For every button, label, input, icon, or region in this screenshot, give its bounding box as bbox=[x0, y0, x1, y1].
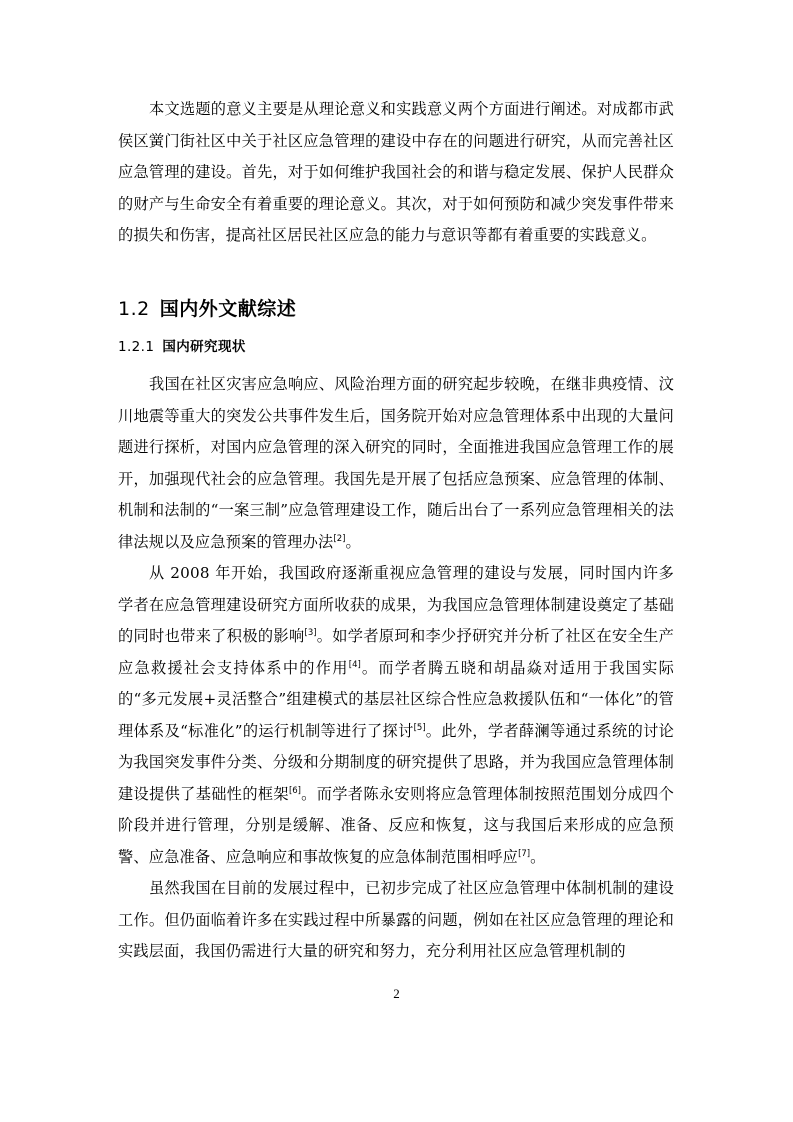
paragraph-text: 从 2008 年开始，我国政府逐渐重视应急管理的建设与发展，同时国内许多学者在应急管理建设研究方面所收获的成果，为我国应急管理体制建设奠定了基础的同时也带来了积极的影响 bbox=[118, 564, 674, 645]
paragraph-text: 。而学者陈永安则将应急管理体制按照范围划分成四个阶段并进行管理，分别是缓解、准备、反应和恢复，这与我国后来形成的应急预警、应急准备、应急响应和事故恢复的应急体制范围相呼应 bbox=[118, 784, 674, 866]
paragraph-text: 。此外，学者薛澜等通过系统的讨论为我国突发事件分类、分级和分期制度的研究提供了思路，并为我国应急管理体制建设提供了基础性的框架 bbox=[118, 721, 675, 803]
body-paragraph bbox=[118, 369, 674, 558]
citation-ref: [5] bbox=[413, 722, 426, 733]
intro-paragraph: 本文选题的意义主要是从理论意义和实践意义两个方面进行阐述。对成都市武侯区黉门街社区中关于社区应急管理的建设中存在的问题进行研究，从而完善社区应急管理的建设。首先，对于如何维护我国社会的和谐与稳定发展、保护人民群众的财产与生命安全有着重要的理论意义。其次，对于如何预防和减少突发事件带来的损失和伤害，提高社区居民社区应急的能力与意识等都有着重要的实践意义。 bbox=[118, 100, 674, 244]
paragraph-text: 。 bbox=[530, 847, 546, 866]
intro-block bbox=[118, 94, 674, 252]
section-title: 国内外文献综述 bbox=[159, 298, 297, 320]
paragraph-text: 我国在社区灾害应急响应、风险治理方面的研究起步较晚，在继非典疫情、汶川地震等重大的突发公共事件发生后，国务院开始对应急管理体系中出现的大量问题进行探析，对国内应急管理的深入研究的同时，全面推进我国应急管理工作的展开，加强现代社会的应急管理。我国先是开展了包括应急预案、应急管理的体制、机制和法制的“一案三制”应急管理建设工作，随后出台了一系列应急管理相关的法律法规以及应急预案的管理办法 bbox=[118, 375, 674, 551]
citation-ref: [2] bbox=[333, 533, 346, 544]
subsection-title: 国内研究现状 bbox=[162, 339, 246, 355]
paragraph-text: 。如学者原珂和李少抒研究并分析了社区在安全生产应急救援社会支持体系中的作用 bbox=[118, 627, 674, 677]
citation-ref: [4] bbox=[348, 659, 361, 670]
paragraph-text: 。而学者腾五晓和胡晶焱对适用于我国实际的“多元发展+灵活整合”组建模式的基层社区综合性应急救援队伍和“一体化”的管理体系及“标准化”的运行机制等进行了探讨 bbox=[118, 658, 674, 740]
subsection-heading bbox=[118, 336, 246, 358]
citation-ref: [3] bbox=[304, 627, 317, 638]
citation-ref: [7] bbox=[518, 848, 531, 859]
main-body bbox=[118, 369, 674, 968]
page-number: 2 bbox=[393, 986, 400, 1001]
section-number: 1.2 bbox=[118, 298, 150, 320]
citation-ref: [6] bbox=[288, 785, 301, 796]
body-paragraph bbox=[118, 558, 674, 873]
paragraph-text: 。 bbox=[345, 532, 361, 551]
body-paragraph: 虽然我国在目前的发展过程中，已初步完成了社区应急管理中体制机制的建设工作。但仍面临着许多在实践过程中所暴露的问题，例如在社区应急管理的理论和实践层面，我国仍需进行大量的研究和努力，充分利用社区应急管理机制的 bbox=[118, 879, 674, 960]
subsection-number: 1.2.1 bbox=[118, 339, 155, 355]
section-heading bbox=[118, 295, 296, 323]
